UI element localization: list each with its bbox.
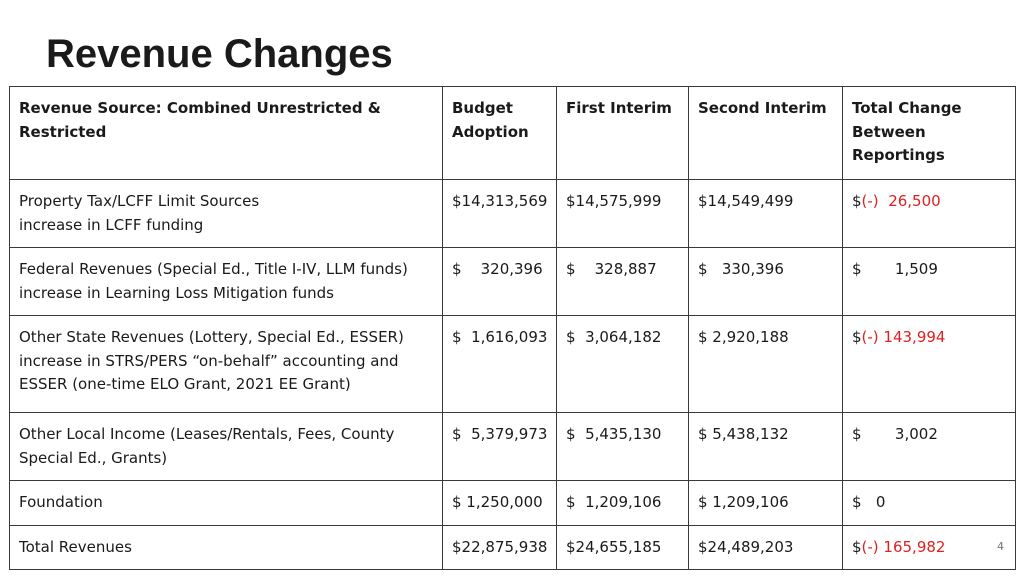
total-change-value: 1,509 [861,260,938,278]
first-interim-value: $ 1,209,106 [557,481,689,526]
table-row [10,180,1016,248]
total-change-value: 3,002 [861,425,938,443]
revenue-source-label: Other Local Income (Leases/Rentals, Fees, County Special Ed., Grants) [19,425,395,467]
table-row-total [10,525,1016,570]
budget-adoption-value: $ 5,379,973 [443,413,557,481]
table-row [10,413,1016,481]
budget-adoption-value: $ 320,396 [443,248,557,316]
header-first-interim: First Interim [557,87,689,180]
second-interim-value: $14,549,499 [689,180,843,248]
second-interim-value: $ 2,920,188 [689,316,843,413]
total-change-negative: (-) 165,982 [861,537,946,556]
revenue-source-label: Property Tax/LCFF Limit Sources [19,192,260,210]
table-header-row [10,87,1016,180]
total-change-cell [843,180,1016,248]
total-revenues-label: Total Revenues [10,525,443,570]
header-revenue-source: Revenue Source: Combined Unrestricted & Restricted [10,87,443,180]
page-number: 4 [997,540,1004,553]
total-change-prefix: $ [852,425,862,443]
second-interim-value: $24,489,203 [689,525,843,570]
header-second-interim: Second Interim [689,87,843,180]
second-interim-value: $ 5,438,132 [689,413,843,481]
total-change-cell [843,248,1016,316]
page-title: Revenue Changes [46,32,393,76]
revenue-source-cell [10,180,443,248]
second-interim-value: $ 1,209,106 [689,481,843,526]
header-total-change: Total Change Between Reportings [843,87,1016,180]
table-row [10,248,1016,316]
total-change-negative: (-) 26,500 [861,192,941,210]
revenue-source-label: Foundation [19,493,103,511]
total-change-negative: (-) 143,994 [861,328,946,346]
revenue-source-cell [10,481,443,526]
total-change-prefix: $ [852,192,862,210]
revenue-table [9,86,1016,570]
first-interim-value: $14,575,999 [557,180,689,248]
first-interim-value: $24,655,185 [557,525,689,570]
first-interim-value: $ 3,064,182 [557,316,689,413]
total-change-cell [843,481,1016,526]
first-interim-value: $ 5,435,130 [557,413,689,481]
revenue-source-label: Other State Revenues (Lottery, Special Ed., ESSER) [19,328,404,346]
budget-adoption-value: $ 1,250,000 [443,481,557,526]
total-change-value: 0 [861,493,886,511]
total-change-cell [843,413,1016,481]
table-row [10,481,1016,526]
first-interim-value: $ 328,887 [557,248,689,316]
revenue-source-note: increase in STRS/PERS “on-behalf” accounting and ESSER (one-time ELO Grant, 2021 EE Grant) [19,351,399,393]
budget-adoption-value: $ 1,616,093 [443,316,557,413]
total-change-prefix: $ [852,260,862,278]
revenue-source-cell [10,316,443,413]
header-budget-adoption: Budget Adoption [443,87,557,180]
revenue-source-cell [10,413,443,481]
total-change-cell [843,316,1016,413]
revenue-source-note: increase in Learning Loss Mitigation funds [19,283,334,302]
revenue-source-label: Federal Revenues (Special Ed., Title I-IV, LLM funds) [19,260,408,278]
total-change-prefix: $ [852,328,862,346]
table-row [10,316,1016,413]
budget-adoption-value: $14,313,569 [443,180,557,248]
revenue-source-note: increase in LCFF funding [19,215,204,234]
budget-adoption-value: $22,875,938 [443,525,557,570]
total-change-cell [843,525,1016,570]
total-change-prefix: $ [852,537,862,556]
revenue-source-cell [10,248,443,316]
second-interim-value: $ 330,396 [689,248,843,316]
total-change-prefix: $ [852,493,862,511]
